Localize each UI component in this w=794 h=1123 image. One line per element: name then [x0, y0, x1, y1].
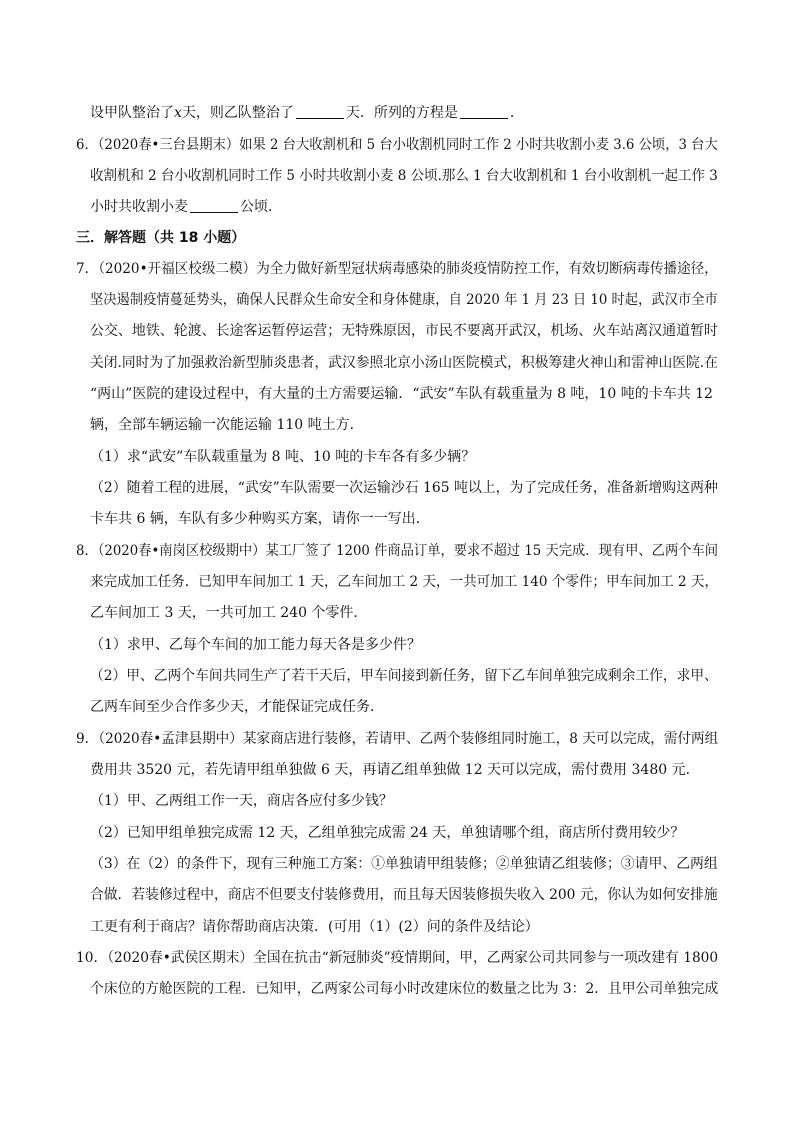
q7-line-5: “两山”医院的建设过程中，有大量的土方需要运输．“武安”车队有载重量为 8 吨，10 吨的卡车共 12: [90, 386, 713, 402]
q7-line-3: 公交、地铁、轮渡、长途客运暂停运营；无特殊原因，市民不要离开武汉，机场、火车站离汉通道暂时: [90, 323, 718, 339]
q5-answer-blank-1[interactable]: [296, 104, 344, 119]
q6-number: 6．: [76, 137, 98, 153]
q8-line-1: [76, 541, 718, 561]
q7-line-1: [76, 259, 718, 279]
q7-line-6: 辆，全部车辆运输一次能运输 110 吨土方．: [90, 417, 364, 433]
q9-text: 某家商店进行装修，若请甲、乙两个装修组同时施工，8 天可以完成，需付两组: [242, 731, 719, 747]
q6-text: 如果 2 台大收割机和 5 台小收割机同时工作 2 小时共收割小麦 3.6 公顷，3 台大: [239, 137, 718, 153]
q8-line-2: 来完成加工任务．已知甲车间加工 1 天，乙车间加工 2 天，一共可加工 140 个零件；甲车间加工 2 天，: [90, 574, 719, 590]
q5-text-a: 设甲队整治了: [90, 105, 174, 121]
q6-line-2: 收割机和 2 台小收割机同时工作 5 小时共收割小麦 8 公顷.那么 1 台大收割机和 1 台小收割机一起工作 3: [90, 168, 718, 184]
q8-source: （2020春•南岗区校级期中）: [97, 543, 266, 559]
q7-part-2-line-2: 卡车共 6 辆，车队有多少种购买方案，请你一一写出．: [90, 511, 430, 527]
q9-part-3-line-1: （3）在（2）的条件下，现有三种施工方案：①单独请甲组装修；②单独请乙组装修；③请甲、乙两组: [90, 856, 718, 872]
q7-part-2-line-1: （2）随着工程的进展，“武安”车队需要一次运输沙石 165 吨以上，为了完成任务，准备新增购这两种: [90, 480, 718, 496]
q6-text-a: 小时共收割小麦: [90, 199, 188, 215]
q9-part-1: （1）甲、乙两组工作一天，商店各应付多少钱？: [90, 793, 393, 809]
q7-line-2: 坚决遏制疫情蔓延势头，确保人民群众生命安全和身体健康，自 2020 年 1 月 23 日 10 时起，武汉市全市: [90, 292, 718, 308]
q9-number: 9．: [76, 731, 99, 747]
q6-answer-blank[interactable]: [190, 198, 238, 213]
q7-part-1: （1）求“武安”车队载重量为 8 吨、10 吨的卡车各有多少辆？: [90, 449, 476, 465]
q8-number: 8．: [76, 543, 98, 559]
q5-line: [90, 103, 524, 123]
q7-source: （2020•开福区校级二模）: [98, 261, 257, 277]
q7-number: 7．: [76, 261, 99, 277]
q8-part-2-line-1: （2）甲、乙两个车间共同生产了若干天后，甲车间接到新任务，留下乙车间单独完成剩余工作，求甲、: [90, 668, 718, 684]
q9-source: （2020春•孟津县期中）: [98, 731, 243, 747]
q8-text: 某工厂签了 1200 件商品订单，要求不超过 15 天完成．现有甲、乙两个车间: [265, 543, 719, 559]
q9-line-1: [76, 729, 718, 749]
section-title: 三．解答题（共 18 小题）: [76, 230, 246, 246]
q5-var-x: x: [174, 105, 182, 121]
q10-source: （2020春•武侯区期末）: [107, 950, 254, 966]
q7-text: 为全力做好新型冠状病毒感染的肺炎疫情防控工作，有效切断病毒传播途径，: [256, 261, 718, 277]
q9-line-2: 费用共 3520 元，若先请甲组单独做 6 天，再请乙组单独做 12 天可以完成，需付费用 3480 元．: [90, 762, 700, 778]
q6-line-3: [90, 197, 282, 217]
q6-line-1: [76, 135, 718, 155]
q8-part-1: （1）求甲、乙每个车间的加工能力每天各是多少件？: [90, 637, 421, 653]
q5-text-c: 天．所列的方程是: [345, 105, 458, 121]
q5-text-b: 天，则乙队整治了: [181, 105, 294, 121]
q10-line-2: 个床位的方舱医院的工程．已知甲，乙两家公司每小时改建床位的数量之比为 3：2．且甲公司单独完成: [90, 981, 719, 997]
q9-part-3-line-2: 合做．若装修过程中，商店不但要支付装修费用，而且每天因装修损失收入 200 元，你认为如何安排施: [90, 887, 718, 903]
q9-part-2: （2）已知甲组单独完成需 12 天，乙组单独完成需 24 天，单独请哪个组，商店所付费用较少？: [90, 825, 685, 841]
q10-text: 全国在抗击“新冠肺炎”疫情期间，甲，乙两家公司共同参与一项改建有 1800: [253, 950, 719, 966]
q10-line-1: [76, 948, 718, 968]
q5-answer-blank-2[interactable]: [460, 104, 508, 119]
q6-source: （2020春•三台县期末）: [97, 137, 240, 153]
q6-text-b: 公顷．: [240, 199, 282, 215]
q10-number: 10．: [76, 950, 108, 966]
q7-line-4: 关闭.同时为了加强救治新型肺炎患者，武汉参照北京小汤山医院模式，积极筹建火神山和雷神山医院.在: [90, 355, 718, 371]
q8-part-2-line-2: 乙两车间至少合作多少天，才能保证完成任务．: [90, 699, 384, 715]
q8-line-3: 乙车间加工 3 天，一共可加工 240 个零件．: [90, 605, 368, 621]
q5-text-d: ．: [509, 105, 524, 121]
q9-part-3-line-3: 工更有利于商店？请你帮助商店决策．(可用（1）(2）问的条件及结论）: [90, 919, 539, 935]
